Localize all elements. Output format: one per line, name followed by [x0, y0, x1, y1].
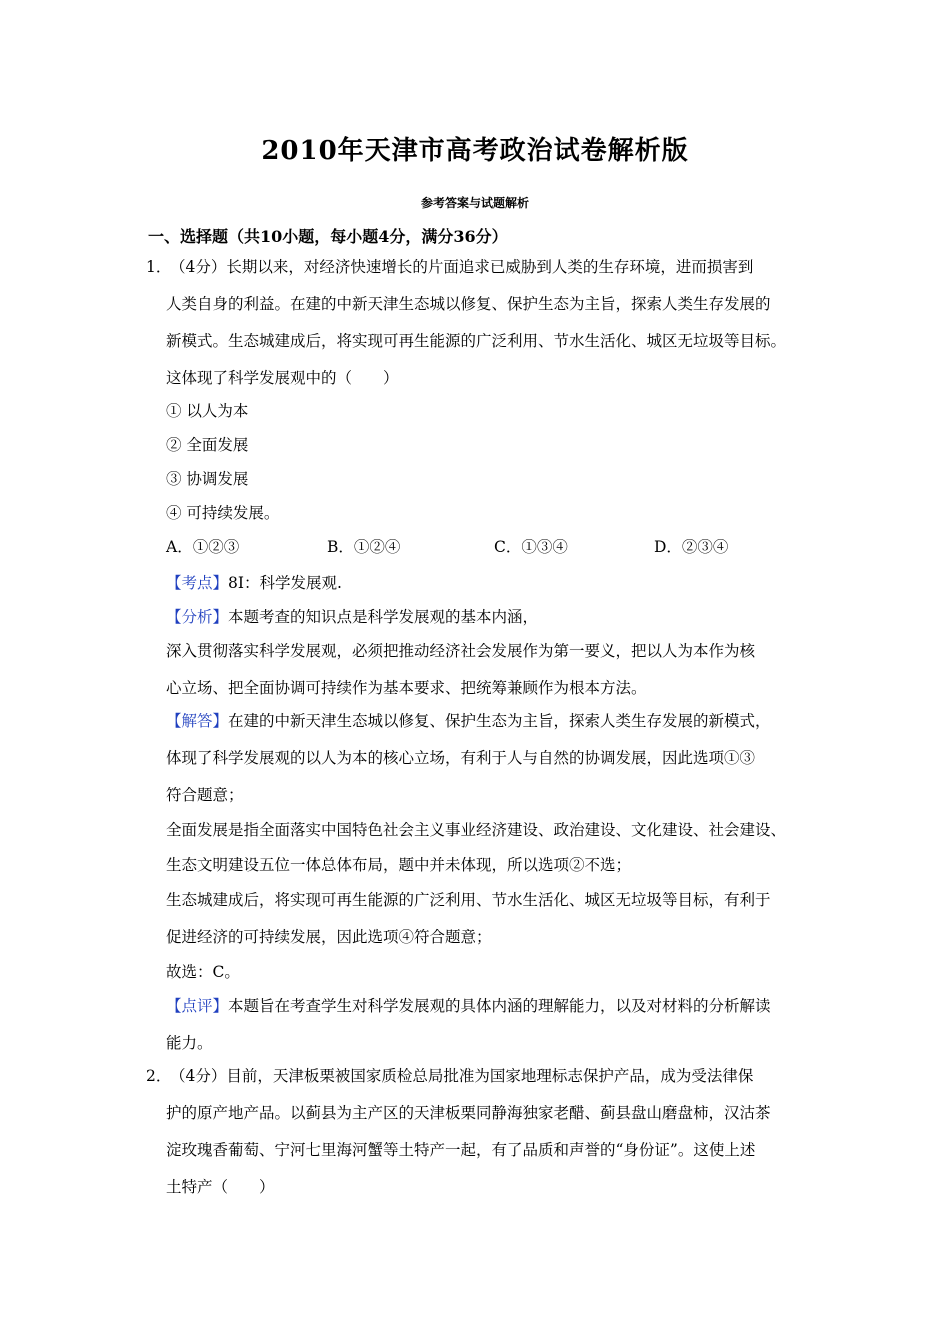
- q1-jieda-line: 符合题意；: [166, 786, 244, 804]
- fenxi-text: 本题考查的知识点是科学发展观的基本内涵，: [228, 608, 539, 626]
- question-2-number: 2．: [146, 1067, 172, 1085]
- q2-stem-line: 土特产（ ）: [166, 1178, 275, 1196]
- q1-option-a: A．①②③: [166, 538, 240, 556]
- q1-fenxi-line: 深入贯彻落实科学发展观，必须把推动经济社会发展作为第一要义，把以人为本作为核: [166, 642, 756, 660]
- q1-jieda-line: 生态城建成后，将实现可再生能源的广泛利用、节水生活化、城区无垃圾等目标，有利于: [166, 891, 771, 909]
- q1-jieda-line: 全面发展是指全面落实中国特色社会主义事业经济建设、政治建设、文化建设、社会建设、: [166, 821, 787, 839]
- q1-item: ③ 协调发展: [166, 470, 249, 488]
- page-subtitle: 参考答案与试题解析: [420, 196, 529, 210]
- q1-item: ② 全面发展: [166, 436, 249, 454]
- q1-jieda-line: 故选：C。: [166, 963, 240, 981]
- section-heading: 一、选择题（共10小题，每小题4分，满分36分）: [148, 227, 508, 246]
- q1-fenxi-line: 心立场、把全面协调可持续作为基本要求、把统筹兼顾作为根本方法。: [166, 679, 647, 697]
- q2-stem-line: （4分）目前，天津板栗被国家质检总局批准为国家地理标志保护产品，成为受法律保: [170, 1067, 754, 1085]
- page-title: 2010年天津市高考政治试卷解析版: [261, 136, 689, 166]
- kaodian-text: 8I：科学发展观.: [228, 574, 342, 592]
- dianping-text: 本题旨在考查学生对科学发展观的具体内涵的理解能力，以及对材料的分析解读: [228, 997, 771, 1015]
- q1-jieda-line: 促进经济的可持续发展，因此选项④符合题意；: [166, 928, 492, 946]
- q2-stem-line: 淀玫瑰香葡萄、宁河七里海河蟹等土特产一起，有了品质和声誉的“身份证”。这使上述: [166, 1141, 756, 1159]
- q1-jieda-line: 体现了科学发展观的以人为本的核心立场，有利于人与自然的协调发展，因此选项①③: [166, 749, 756, 767]
- q1-jieda: [166, 711, 771, 731]
- q1-stem-line: 人类自身的利益。在建的中新天津生态城以修复、保护生态为主旨，探索人类生存发展的: [166, 295, 771, 313]
- question-1-number: 1．: [146, 258, 172, 276]
- fenxi-tag: 【分析】: [166, 608, 229, 626]
- dianping-tag: 【点评】: [166, 997, 229, 1015]
- q1-option-c: C．①③④: [494, 538, 568, 556]
- q1-stem-line: 这体现了科学发展观中的（ ）: [166, 369, 399, 387]
- q1-stem-line: （4分）长期以来，对经济快速增长的片面追求已威胁到人类的生存环境，进而损害到: [170, 258, 754, 276]
- q1-item: ① 以人为本: [166, 402, 249, 420]
- kaodian-tag: 【考点】: [166, 574, 229, 592]
- q1-jieda-line: 生态文明建设五位一体总体布局，题中并未体现，所以选项②不选；: [166, 856, 632, 874]
- q1-option-d: D．②③④: [654, 538, 729, 556]
- q1-dianping: [166, 996, 771, 1016]
- q1-dianping-line: 能力。: [166, 1034, 213, 1052]
- q2-stem-line: 护的原产地产品。以蓟县为主产区的天津板栗同静海独家老醋、蓟县盘山磨盘柿，汉沽茶: [166, 1104, 771, 1122]
- q1-option-b: B．①②④: [327, 538, 401, 556]
- jieda-tag: 【解答】: [166, 712, 229, 730]
- jieda-text: 在建的中新天津生态城以修复、保护生态为主旨，探索人类生存发展的新模式，: [228, 712, 771, 730]
- q1-item: ④ 可持续发展。: [166, 504, 280, 522]
- q1-fenxi: [166, 607, 538, 627]
- q1-kaodian: [166, 573, 342, 593]
- q1-stem-line: 新模式。生态城建成后，将实现可再生能源的广泛利用、节水生活化、城区无垃圾等目标。: [166, 332, 787, 350]
